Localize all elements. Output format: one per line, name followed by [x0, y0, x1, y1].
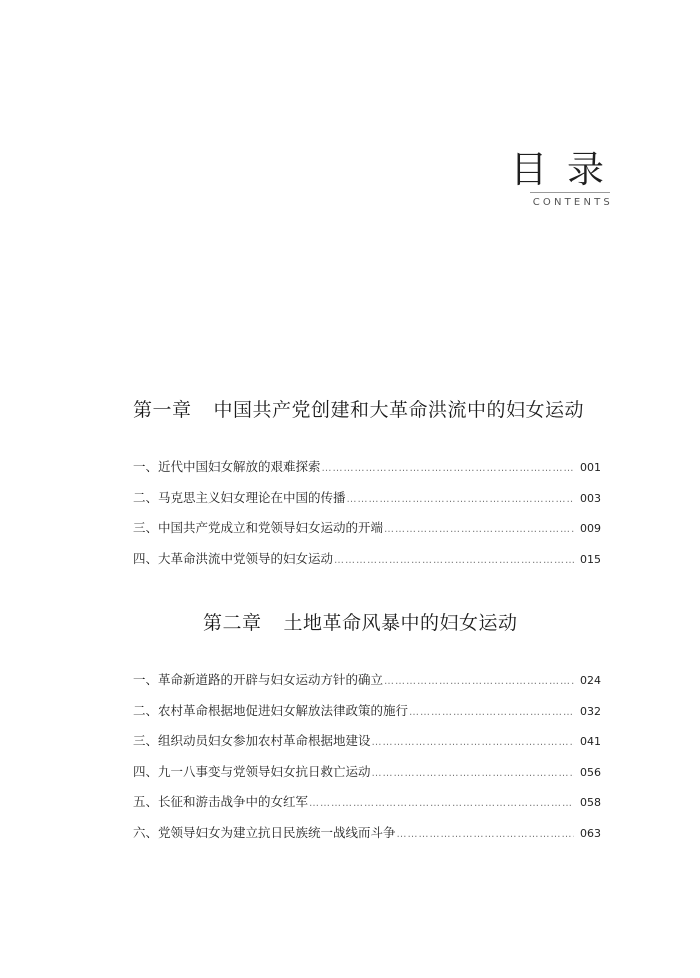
toc-entry-page: 063: [580, 826, 601, 840]
dot-leader: [347, 494, 574, 505]
toc-entry-title: 四、九一八事变与党领导妇女抗日救亡运动: [133, 763, 371, 779]
dot-leader: [384, 676, 574, 687]
toc-entry-page: 001: [580, 461, 601, 474]
toc-entry[interactable]: [133, 792, 601, 823]
toc-entry-title: 四、大革命洪流中党领导的妇女运动: [133, 550, 334, 566]
dot-leader: [322, 463, 574, 474]
toc-entry-title: 五、长征和游击战争中的女红军: [133, 794, 309, 809]
chapter-title: 土地革命风暴中的妇女运动: [283, 612, 518, 634]
dot-leader: [372, 768, 574, 779]
dot-leader: [372, 737, 574, 748]
dot-leader: [397, 829, 574, 840]
toc-header: [510, 148, 613, 208]
toc-entry-title: 六、党领导妇女为建立抗日民族统一战线而斗争: [133, 824, 396, 840]
toc-entry-title: 三、组织动员妇女参加农村革命根据地建设: [133, 733, 371, 748]
toc-entry[interactable]: [133, 701, 601, 732]
page-title: 目 录: [510, 148, 608, 191]
chapter-title: 中国共产党创建和大革命洪流中的妇女运动: [213, 399, 585, 421]
dot-leader: [309, 798, 574, 809]
toc-entry-page: 058: [580, 796, 601, 809]
chapter-heading-1[interactable]: [133, 395, 584, 422]
toc-entry-title: 三、中国共产党成立和党领导妇女运动的开端: [133, 520, 384, 535]
chapter-number: 第一章: [133, 399, 192, 421]
toc-entry-page: 003: [580, 491, 601, 505]
toc-entry-title: 一、革命新道路的开辟与妇女运动方针的确立: [133, 672, 384, 687]
chapter-heading-2[interactable]: [203, 608, 518, 635]
chapter-1-entries: [133, 457, 601, 579]
toc-entry-page: 056: [580, 765, 601, 779]
toc-entry-page: 009: [580, 522, 601, 535]
toc-entry[interactable]: [133, 670, 601, 701]
toc-entry-title: 二、马克思主义妇女理论在中国的传播: [133, 489, 346, 505]
dot-leader: [409, 707, 574, 718]
toc-entry-page: 015: [580, 552, 601, 566]
toc-entry[interactable]: [133, 518, 601, 549]
toc-entry-title: 二、农村革命根据地促进妇女解放法律政策的施行: [133, 702, 409, 718]
dot-leader: [334, 555, 574, 566]
toc-entry-page: 024: [580, 674, 601, 687]
toc-entry[interactable]: [133, 731, 601, 762]
chapter-2-entries: [133, 670, 601, 853]
page-subtitle: CONTENTS: [532, 197, 613, 208]
toc-entry[interactable]: [133, 762, 601, 793]
chapter-number: 第二章: [203, 612, 262, 634]
title-underline: [530, 192, 610, 193]
toc-entry[interactable]: [133, 549, 601, 580]
toc-entry-page: 041: [580, 735, 601, 748]
toc-entry[interactable]: [133, 823, 601, 854]
toc-entry-page: 032: [580, 704, 601, 718]
toc-entry[interactable]: [133, 488, 601, 519]
dot-leader: [384, 524, 574, 535]
toc-entry[interactable]: [133, 457, 601, 488]
toc-entry-title: 一、近代中国妇女解放的艰难探索: [133, 459, 321, 474]
